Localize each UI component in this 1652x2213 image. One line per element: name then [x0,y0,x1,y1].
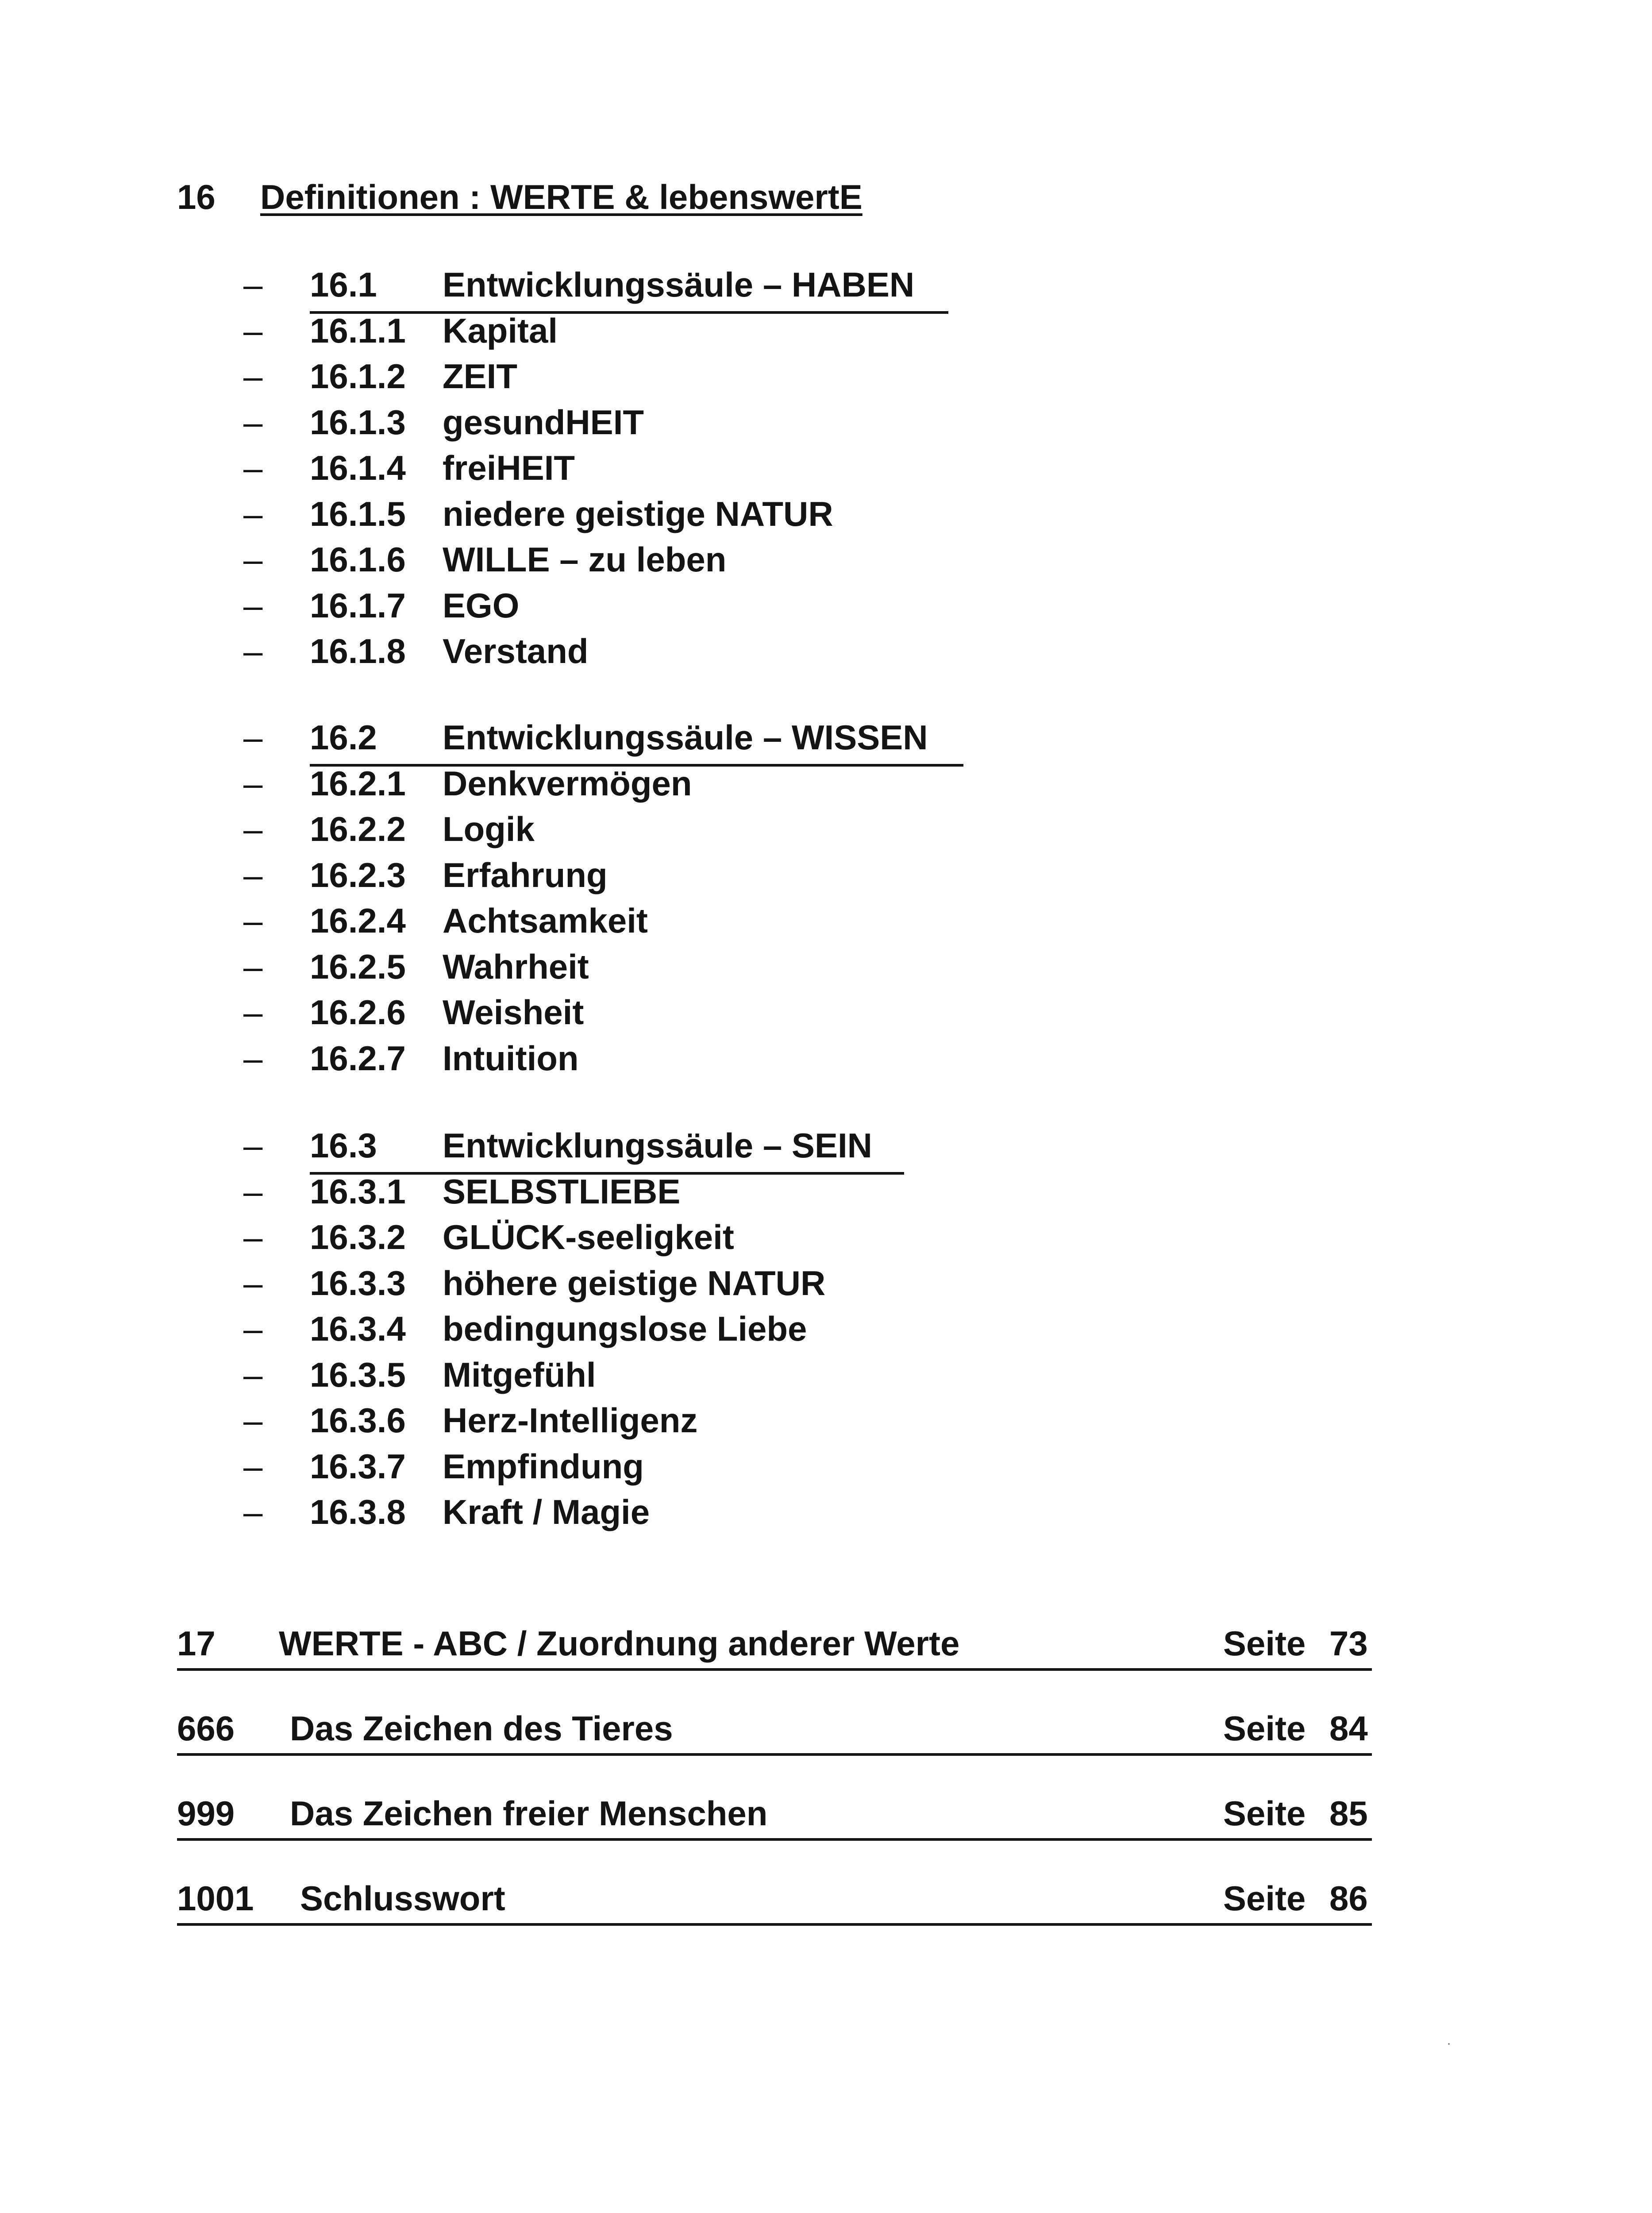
item-number: 16.2.5 [310,947,406,986]
toc-title: Das Zeichen des Tieres [290,1709,673,1748]
item-label: Erfahrung [443,855,608,894]
toc-seite-label: Seite [1223,1624,1306,1663]
item-number: 16.1.7 [310,586,406,625]
item-label: Wahrheit [443,947,589,986]
item-number: 16.3.4 [310,1309,406,1348]
item-number: 16.2.1 [310,763,406,803]
toc-underline [177,1668,1372,1671]
toc-entry [177,1791,1372,1835]
list-item [0,1261,1652,1307]
list-item [0,1307,1652,1353]
item-number: 16.1.6 [310,540,406,579]
toc-title: WERTE - ABC / Zuordnung anderer Werte [279,1624,960,1663]
item-number: 16.3.5 [310,1355,406,1394]
item-label: ZEIT [443,357,517,396]
list-dash: – [243,586,263,625]
section-title: Entwicklungssäule – SEIN [443,1126,872,1165]
list-dash: – [243,494,263,533]
item-label: Achtsamkeit [443,901,648,940]
toc-seite-label: Seite [1223,1794,1306,1833]
item-number: 16.2.2 [310,810,406,848]
item-number: 16.1.3 [310,402,406,442]
toc-entry [177,1876,1372,1920]
toc-number: 17 [177,1624,216,1663]
list-item [0,492,1652,538]
section-title: Entwicklungssäule – HABEN [443,265,915,304]
chapter-title: Definitionen : WERTE & lebenswertE [260,177,863,216]
section-title: Entwicklungssäule – WISSEN [443,718,928,757]
item-number: 16.3.2 [310,1218,406,1257]
item-label: SELBSTLIEBE [443,1172,681,1211]
list-dash: – [243,1446,263,1486]
item-label: Denkvermögen [443,763,692,803]
item-label: Mitgefühl [443,1355,596,1394]
item-number: 16.2.4 [310,901,406,940]
list-item [0,898,1652,945]
item-label: höhere geistige NATUR [443,1263,826,1303]
item-label: Empfindung [443,1446,644,1486]
list-dash: – [243,1126,263,1165]
item-label: gesundHEIT [443,402,644,442]
list-item [0,1444,1652,1490]
list-dash: – [243,993,263,1032]
list-item [0,990,1652,1036]
list-dash: – [243,901,263,940]
toc-number: 666 [177,1709,235,1748]
item-number: 16.3.1 [310,1172,406,1211]
item-label: GLÜCK-seeligkeit [443,1218,734,1257]
list-dash: – [243,1401,263,1440]
list-dash: – [243,402,263,442]
chapter-number: 16 [177,177,216,216]
section-number: 16.3 [310,1126,377,1165]
list-item [0,537,1652,583]
item-label: Verstand [443,632,589,671]
item-label: Weisheit [443,993,584,1032]
list-item [0,1353,1652,1399]
list-item [0,1490,1652,1536]
toc-title: Schlusswort [300,1879,505,1918]
section-heading [0,1123,1652,1169]
toc-page-number: 85 [1329,1794,1368,1833]
toc-entry [177,1706,1372,1750]
item-number: 16.1.5 [310,494,406,533]
item-label: Herz-Intelligenz [443,1401,698,1440]
list-item [0,308,1652,355]
toc-number: 1001 [177,1879,254,1918]
list-item [0,807,1652,853]
item-number: 16.3.3 [310,1263,406,1303]
item-label: EGO [443,586,520,625]
section-sein [0,1123,1652,1536]
section-haben [0,262,1652,675]
item-number: 16.2.3 [310,855,406,894]
list-dash: – [243,540,263,579]
list-item [0,446,1652,492]
item-label: bedingungslose Liebe [443,1309,807,1348]
list-dash: – [243,1355,263,1394]
list-dash: – [243,855,263,894]
item-number: 16.3.7 [310,1446,406,1486]
item-number: 16.1.1 [310,311,406,350]
list-item [0,945,1652,991]
list-item [0,1169,1652,1215]
list-dash: – [243,1038,263,1078]
list-dash: – [243,810,263,848]
section-wissen [0,715,1652,1082]
toc-seite-label: Seite [1223,1879,1306,1918]
list-item [0,354,1652,400]
list-dash: – [243,265,263,304]
section-heading [0,262,1652,308]
list-dash: – [243,357,263,396]
item-number: 16.3.8 [310,1492,406,1531]
list-dash: – [243,311,263,350]
list-item [0,1215,1652,1261]
list-dash: – [243,1309,263,1348]
item-number: 16.2.7 [310,1038,406,1078]
list-item [0,1398,1652,1444]
toc-seite-label: Seite [1223,1709,1306,1748]
item-number: 16.3.6 [310,1401,406,1440]
item-label: WILLE – zu leben [443,540,727,579]
item-label: freiHEIT [443,448,575,487]
item-label: Kraft / Magie [443,1492,650,1531]
toc-page-number: 73 [1329,1624,1368,1663]
list-dash: – [243,632,263,671]
item-label: Kapital [443,311,558,350]
toc-title: Das Zeichen freier Menschen [290,1794,768,1833]
toc-underline [177,1838,1372,1841]
section-number: 16.2 [310,718,377,757]
toc-page-number: 84 [1329,1709,1368,1748]
item-number: 16.2.6 [310,993,406,1032]
item-number: 16.1.4 [310,448,406,487]
list-item [0,400,1652,446]
scan-speck [1448,2043,1450,2045]
list-dash: – [243,1218,263,1257]
item-label: Logik [443,810,535,848]
list-item [0,1036,1652,1082]
item-label: Intuition [443,1038,579,1078]
section-number: 16.1 [310,265,377,304]
list-item [0,583,1652,629]
list-item [0,629,1652,675]
chapter-heading [177,175,863,219]
item-number: 16.1.8 [310,632,406,671]
toc-entry [177,1621,1372,1666]
toc-page-number: 86 [1329,1879,1368,1918]
section-heading [0,715,1652,761]
item-number: 16.1.2 [310,357,406,396]
list-dash: – [243,1172,263,1211]
list-dash: – [243,718,263,757]
toc-underline [177,1753,1372,1756]
list-dash: – [243,763,263,803]
list-dash: – [243,1263,263,1303]
list-dash: – [243,448,263,487]
item-label: niedere geistige NATUR [443,494,833,533]
list-item [0,853,1652,899]
toc-number: 999 [177,1794,235,1833]
toc-underline [177,1923,1372,1926]
list-dash: – [243,1492,263,1531]
list-dash: – [243,947,263,986]
list-item [0,761,1652,807]
